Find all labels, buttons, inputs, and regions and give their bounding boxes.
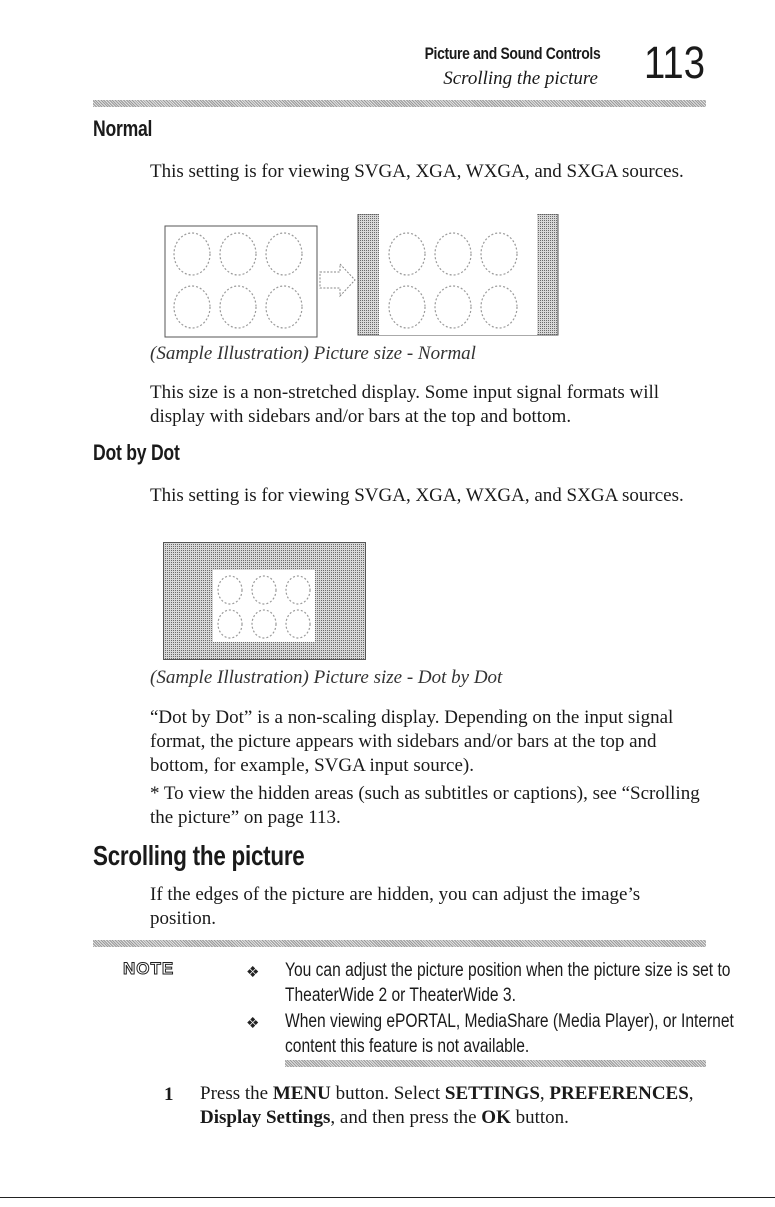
page-bottom-edge (0, 1197, 775, 1198)
dot-by-dot-illustration (163, 542, 368, 662)
heading-scrolling: Scrolling the picture (93, 840, 305, 871)
step-1-text: Press the MENU button. Select SETTINGS, PREFERENCES, Display Settings, and then press the OK button. (200, 1083, 694, 1128)
heading-dot-by-dot: Dot by Dot (93, 440, 180, 465)
dot-explanation: “Dot by Dot” is a non-scaling display. Depending on the input signal format, the picture appears with sidebars and/or bars at the top and bottom, for example, SVGA input source). (150, 707, 674, 776)
note-label: NOTE (123, 959, 175, 978)
note-item-1: You can adjust the picture position when the picture size is set to TheaterWide 2 or TheaterWide 3. (285, 960, 731, 1006)
note-item-2: When viewing ePORTAL, MediaShare (Media Player), or Internet content this feature is not available. (285, 1011, 734, 1057)
subsection-title: Scrolling the picture (443, 68, 598, 89)
bullet-icon: ❖ (246, 1016, 260, 1032)
bullet-icon: ❖ (246, 965, 260, 981)
step-number: 1 (164, 1084, 174, 1105)
section-title: Picture and Sound Controls (424, 44, 600, 63)
dot-description: This setting is for viewing SVGA, XGA, WXGA, and SXGA sources. (150, 485, 684, 506)
note-top-rule (93, 940, 706, 947)
note-bottom-rule (285, 1060, 706, 1067)
normal-illustration (150, 214, 570, 340)
source-frame (165, 226, 317, 337)
page-number: 113 (644, 37, 705, 88)
arrow-icon (320, 264, 355, 296)
normal-description: This setting is for viewing SVGA, XGA, WXGA, and SXGA sources. (150, 161, 684, 182)
dot-caption: (Sample Illustration) Picture size - Dot by Dot (150, 667, 503, 688)
heading-normal: Normal (93, 116, 153, 141)
normal-caption: (Sample Illustration) Picture size - Normal (150, 343, 476, 364)
scrolling-description: If the edges of the picture are hidden, you can adjust the image’s position. (150, 884, 641, 929)
dot-hidden-areas-note: * To view the hidden areas (such as subtitles or captions), see “Scrolling the picture” on page 113. (150, 783, 700, 828)
header-rule (93, 100, 706, 107)
normal-note: This size is a non-stretched display. Some input signal formats will display with sidebars and/or bars at the top and bottom. (150, 382, 660, 427)
